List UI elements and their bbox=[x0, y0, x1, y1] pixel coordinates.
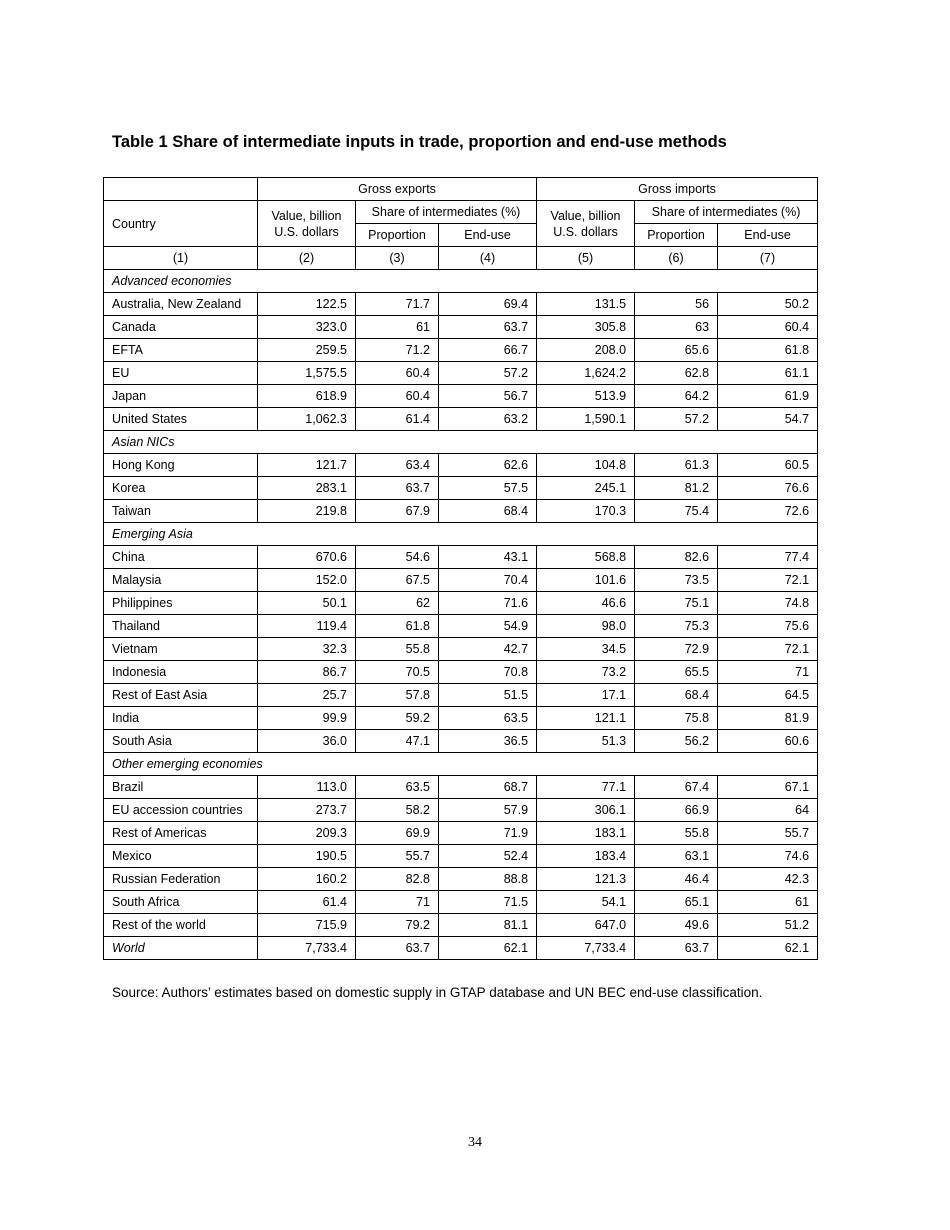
value-cell: 99.9 bbox=[258, 707, 356, 730]
value-cell: 71 bbox=[718, 661, 818, 684]
country-cell: South Africa bbox=[104, 891, 258, 914]
value-cell: 63.7 bbox=[635, 937, 718, 960]
table-row bbox=[104, 500, 818, 523]
value-cell: 170.3 bbox=[537, 500, 635, 523]
table-row bbox=[104, 845, 818, 868]
value-cell: 55.8 bbox=[356, 638, 439, 661]
value-cell: 113.0 bbox=[258, 776, 356, 799]
value-cell: 69.9 bbox=[356, 822, 439, 845]
value-cell: 58.2 bbox=[356, 799, 439, 822]
value-cell: 670.6 bbox=[258, 546, 356, 569]
value-cell: 70.5 bbox=[356, 661, 439, 684]
value-cell: 568.8 bbox=[537, 546, 635, 569]
table-row bbox=[104, 868, 818, 891]
table-row bbox=[104, 891, 818, 914]
value-cell: 63.4 bbox=[356, 454, 439, 477]
value-cell: 208.0 bbox=[537, 339, 635, 362]
value-cell: 77.4 bbox=[718, 546, 818, 569]
value-cell: 71.5 bbox=[439, 891, 537, 914]
header-country: Country bbox=[104, 201, 258, 247]
country-cell: India bbox=[104, 707, 258, 730]
header-exports-value-line1: Value, billion bbox=[271, 208, 342, 223]
country-cell: Rest of the world bbox=[104, 914, 258, 937]
country-cell: Malaysia bbox=[104, 569, 258, 592]
header-imports-end-use: End-use bbox=[718, 224, 818, 247]
country-cell: Thailand bbox=[104, 615, 258, 638]
header-imports-value bbox=[537, 201, 635, 247]
country-cell: EFTA bbox=[104, 339, 258, 362]
value-cell: 63 bbox=[635, 316, 718, 339]
value-cell: 46.6 bbox=[537, 592, 635, 615]
table-row bbox=[104, 546, 818, 569]
table-title: Table 1 Share of intermediate inputs in trade, proportion and end-use methods bbox=[112, 133, 727, 151]
value-cell: 81.2 bbox=[635, 477, 718, 500]
value-cell: 59.2 bbox=[356, 707, 439, 730]
value-cell: 66.7 bbox=[439, 339, 537, 362]
value-cell: 55.7 bbox=[718, 822, 818, 845]
value-cell: 25.7 bbox=[258, 684, 356, 707]
value-cell: 67.9 bbox=[356, 500, 439, 523]
table-row bbox=[104, 592, 818, 615]
value-cell: 61.9 bbox=[718, 385, 818, 408]
country-cell: Mexico bbox=[104, 845, 258, 868]
value-cell: 43.1 bbox=[439, 546, 537, 569]
country-cell: Vietnam bbox=[104, 638, 258, 661]
value-cell: 65.6 bbox=[635, 339, 718, 362]
value-cell: 98.0 bbox=[537, 615, 635, 638]
value-cell: 46.4 bbox=[635, 868, 718, 891]
value-cell: 69.4 bbox=[439, 293, 537, 316]
value-cell: 618.9 bbox=[258, 385, 356, 408]
value-cell: 54.7 bbox=[718, 408, 818, 431]
value-cell: 67.5 bbox=[356, 569, 439, 592]
country-cell: World bbox=[104, 937, 258, 960]
value-cell: 17.1 bbox=[537, 684, 635, 707]
value-cell: 54.6 bbox=[356, 546, 439, 569]
value-cell: 513.9 bbox=[537, 385, 635, 408]
value-cell: 57.8 bbox=[356, 684, 439, 707]
table-row bbox=[104, 408, 818, 431]
country-cell: Rest of Americas bbox=[104, 822, 258, 845]
value-cell: 62.8 bbox=[635, 362, 718, 385]
value-cell: 104.8 bbox=[537, 454, 635, 477]
value-cell: 56.7 bbox=[439, 385, 537, 408]
column-number: (7) bbox=[718, 247, 818, 270]
value-cell: 73.5 bbox=[635, 569, 718, 592]
header-exports-end-use: End-use bbox=[439, 224, 537, 247]
value-cell: 55.8 bbox=[635, 822, 718, 845]
value-cell: 63.7 bbox=[439, 316, 537, 339]
value-cell: 52.4 bbox=[439, 845, 537, 868]
value-cell: 71.2 bbox=[356, 339, 439, 362]
value-cell: 7,733.4 bbox=[537, 937, 635, 960]
value-cell: 122.5 bbox=[258, 293, 356, 316]
value-cell: 219.8 bbox=[258, 500, 356, 523]
value-cell: 63.7 bbox=[356, 477, 439, 500]
country-cell: Philippines bbox=[104, 592, 258, 615]
value-cell: 259.5 bbox=[258, 339, 356, 362]
country-cell: Rest of East Asia bbox=[104, 684, 258, 707]
value-cell: 61.4 bbox=[258, 891, 356, 914]
value-cell: 283.1 bbox=[258, 477, 356, 500]
table-body bbox=[104, 270, 818, 960]
value-cell: 74.6 bbox=[718, 845, 818, 868]
value-cell: 32.3 bbox=[258, 638, 356, 661]
table-row bbox=[104, 477, 818, 500]
country-cell: South Asia bbox=[104, 730, 258, 753]
value-cell: 62 bbox=[356, 592, 439, 615]
value-cell: 62.1 bbox=[718, 937, 818, 960]
country-cell: Brazil bbox=[104, 776, 258, 799]
column-number: (4) bbox=[439, 247, 537, 270]
value-cell: 54.1 bbox=[537, 891, 635, 914]
header-row-1 bbox=[104, 178, 818, 201]
country-cell: Hong Kong bbox=[104, 454, 258, 477]
value-cell: 183.4 bbox=[537, 845, 635, 868]
value-cell: 70.4 bbox=[439, 569, 537, 592]
group-header-row bbox=[104, 523, 818, 546]
value-cell: 305.8 bbox=[537, 316, 635, 339]
source-note: Source: Authors’ estimates based on domestic supply in GTAP database and UN BEC end-use classification. bbox=[112, 985, 763, 1000]
value-cell: 1,590.1 bbox=[537, 408, 635, 431]
value-cell: 183.1 bbox=[537, 822, 635, 845]
country-cell: EU accession countries bbox=[104, 799, 258, 822]
value-cell: 55.7 bbox=[356, 845, 439, 868]
value-cell: 66.9 bbox=[635, 799, 718, 822]
header-empty-cell bbox=[104, 178, 258, 201]
value-cell: 36.5 bbox=[439, 730, 537, 753]
group-name: Other emerging economies bbox=[104, 753, 818, 776]
value-cell: 61.8 bbox=[356, 615, 439, 638]
value-cell: 65.1 bbox=[635, 891, 718, 914]
value-cell: 81.1 bbox=[439, 914, 537, 937]
value-cell: 61.1 bbox=[718, 362, 818, 385]
table-row bbox=[104, 385, 818, 408]
value-cell: 68.4 bbox=[635, 684, 718, 707]
column-number: (6) bbox=[635, 247, 718, 270]
header-exports-value bbox=[258, 201, 356, 247]
value-cell: 57.2 bbox=[635, 408, 718, 431]
table-row bbox=[104, 661, 818, 684]
value-cell: 64.5 bbox=[718, 684, 818, 707]
value-cell: 209.3 bbox=[258, 822, 356, 845]
value-cell: 68.7 bbox=[439, 776, 537, 799]
value-cell: 62.6 bbox=[439, 454, 537, 477]
value-cell: 86.7 bbox=[258, 661, 356, 684]
value-cell: 121.1 bbox=[537, 707, 635, 730]
value-cell: 245.1 bbox=[537, 477, 635, 500]
header-imports-share: Share of intermediates (%) bbox=[635, 201, 818, 224]
value-cell: 60.4 bbox=[356, 362, 439, 385]
value-cell: 72.1 bbox=[718, 638, 818, 661]
table-row bbox=[104, 822, 818, 845]
table-row bbox=[104, 684, 818, 707]
value-cell: 647.0 bbox=[537, 914, 635, 937]
table-row bbox=[104, 293, 818, 316]
group-header-row bbox=[104, 753, 818, 776]
value-cell: 70.8 bbox=[439, 661, 537, 684]
country-cell: Japan bbox=[104, 385, 258, 408]
value-cell: 51.2 bbox=[718, 914, 818, 937]
country-cell: China bbox=[104, 546, 258, 569]
value-cell: 68.4 bbox=[439, 500, 537, 523]
table-row bbox=[104, 339, 818, 362]
value-cell: 73.2 bbox=[537, 661, 635, 684]
value-cell: 72.6 bbox=[718, 500, 818, 523]
value-cell: 54.9 bbox=[439, 615, 537, 638]
value-cell: 61.3 bbox=[635, 454, 718, 477]
group-name: Asian NICs bbox=[104, 431, 818, 454]
value-cell: 88.8 bbox=[439, 868, 537, 891]
country-cell: Korea bbox=[104, 477, 258, 500]
value-cell: 63.5 bbox=[439, 707, 537, 730]
value-cell: 51.5 bbox=[439, 684, 537, 707]
value-cell: 121.7 bbox=[258, 454, 356, 477]
value-cell: 1,062.3 bbox=[258, 408, 356, 431]
country-cell: EU bbox=[104, 362, 258, 385]
value-cell: 273.7 bbox=[258, 799, 356, 822]
value-cell: 190.5 bbox=[258, 845, 356, 868]
value-cell: 62.1 bbox=[439, 937, 537, 960]
value-cell: 51.3 bbox=[537, 730, 635, 753]
table-row bbox=[104, 615, 818, 638]
column-number: (2) bbox=[258, 247, 356, 270]
value-cell: 131.5 bbox=[537, 293, 635, 316]
value-cell: 63.2 bbox=[439, 408, 537, 431]
header-gross-imports: Gross imports bbox=[537, 178, 818, 201]
value-cell: 56.2 bbox=[635, 730, 718, 753]
value-cell: 82.6 bbox=[635, 546, 718, 569]
table-row bbox=[104, 362, 818, 385]
value-cell: 61.8 bbox=[718, 339, 818, 362]
group-name: Emerging Asia bbox=[104, 523, 818, 546]
value-cell: 323.0 bbox=[258, 316, 356, 339]
column-number: (1) bbox=[104, 247, 258, 270]
header-exports-proportion: Proportion bbox=[356, 224, 439, 247]
header-row-2 bbox=[104, 201, 818, 224]
value-cell: 60.4 bbox=[718, 316, 818, 339]
value-cell: 715.9 bbox=[258, 914, 356, 937]
value-cell: 74.8 bbox=[718, 592, 818, 615]
value-cell: 72.1 bbox=[718, 569, 818, 592]
header-exports-share: Share of intermediates (%) bbox=[356, 201, 537, 224]
value-cell: 119.4 bbox=[258, 615, 356, 638]
value-cell: 64 bbox=[718, 799, 818, 822]
value-cell: 56 bbox=[635, 293, 718, 316]
table-row bbox=[104, 937, 818, 960]
value-cell: 63.5 bbox=[356, 776, 439, 799]
value-cell: 61 bbox=[718, 891, 818, 914]
group-header-row bbox=[104, 270, 818, 293]
country-cell: United States bbox=[104, 408, 258, 431]
value-cell: 77.1 bbox=[537, 776, 635, 799]
country-cell: Australia, New Zealand bbox=[104, 293, 258, 316]
table-row bbox=[104, 454, 818, 477]
value-cell: 63.1 bbox=[635, 845, 718, 868]
value-cell: 71.6 bbox=[439, 592, 537, 615]
intermediate-inputs-table bbox=[103, 177, 818, 960]
header-exports-value-line2: U.S. dollars bbox=[274, 224, 339, 239]
value-cell: 61 bbox=[356, 316, 439, 339]
value-cell: 71.7 bbox=[356, 293, 439, 316]
table-row bbox=[104, 914, 818, 937]
column-number-row bbox=[104, 247, 818, 270]
value-cell: 65.5 bbox=[635, 661, 718, 684]
country-cell: Russian Federation bbox=[104, 868, 258, 891]
value-cell: 82.8 bbox=[356, 868, 439, 891]
value-cell: 63.7 bbox=[356, 937, 439, 960]
value-cell: 75.6 bbox=[718, 615, 818, 638]
table-row bbox=[104, 707, 818, 730]
country-cell: Taiwan bbox=[104, 500, 258, 523]
table-row bbox=[104, 569, 818, 592]
value-cell: 64.2 bbox=[635, 385, 718, 408]
value-cell: 67.1 bbox=[718, 776, 818, 799]
value-cell: 60.5 bbox=[718, 454, 818, 477]
value-cell: 50.1 bbox=[258, 592, 356, 615]
table-row bbox=[104, 776, 818, 799]
value-cell: 81.9 bbox=[718, 707, 818, 730]
value-cell: 75.1 bbox=[635, 592, 718, 615]
value-cell: 160.2 bbox=[258, 868, 356, 891]
value-cell: 67.4 bbox=[635, 776, 718, 799]
value-cell: 47.1 bbox=[356, 730, 439, 753]
value-cell: 57.5 bbox=[439, 477, 537, 500]
value-cell: 57.2 bbox=[439, 362, 537, 385]
table-row bbox=[104, 638, 818, 661]
value-cell: 60.4 bbox=[356, 385, 439, 408]
value-cell: 61.4 bbox=[356, 408, 439, 431]
value-cell: 1,575.5 bbox=[258, 362, 356, 385]
country-cell: Indonesia bbox=[104, 661, 258, 684]
value-cell: 50.2 bbox=[718, 293, 818, 316]
table-row bbox=[104, 730, 818, 753]
page-number: 34 bbox=[468, 1135, 482, 1150]
value-cell: 36.0 bbox=[258, 730, 356, 753]
value-cell: 42.3 bbox=[718, 868, 818, 891]
value-cell: 101.6 bbox=[537, 569, 635, 592]
header-gross-exports: Gross exports bbox=[258, 178, 537, 201]
value-cell: 306.1 bbox=[537, 799, 635, 822]
value-cell: 75.8 bbox=[635, 707, 718, 730]
table-row bbox=[104, 799, 818, 822]
table-row bbox=[104, 316, 818, 339]
header-imports-proportion: Proportion bbox=[635, 224, 718, 247]
value-cell: 1,624.2 bbox=[537, 362, 635, 385]
value-cell: 42.7 bbox=[439, 638, 537, 661]
value-cell: 79.2 bbox=[356, 914, 439, 937]
header-imports-value-line1: Value, billion bbox=[550, 208, 621, 223]
value-cell: 7,733.4 bbox=[258, 937, 356, 960]
value-cell: 60.6 bbox=[718, 730, 818, 753]
value-cell: 49.6 bbox=[635, 914, 718, 937]
value-cell: 152.0 bbox=[258, 569, 356, 592]
value-cell: 75.3 bbox=[635, 615, 718, 638]
value-cell: 71 bbox=[356, 891, 439, 914]
country-cell: Canada bbox=[104, 316, 258, 339]
column-number: (5) bbox=[537, 247, 635, 270]
value-cell: 71.9 bbox=[439, 822, 537, 845]
group-name: Advanced economies bbox=[104, 270, 818, 293]
value-cell: 121.3 bbox=[537, 868, 635, 891]
header-imports-value-line2: U.S. dollars bbox=[553, 224, 618, 239]
value-cell: 72.9 bbox=[635, 638, 718, 661]
group-header-row bbox=[104, 431, 818, 454]
column-number: (3) bbox=[356, 247, 439, 270]
value-cell: 34.5 bbox=[537, 638, 635, 661]
value-cell: 76.6 bbox=[718, 477, 818, 500]
value-cell: 75.4 bbox=[635, 500, 718, 523]
value-cell: 57.9 bbox=[439, 799, 537, 822]
